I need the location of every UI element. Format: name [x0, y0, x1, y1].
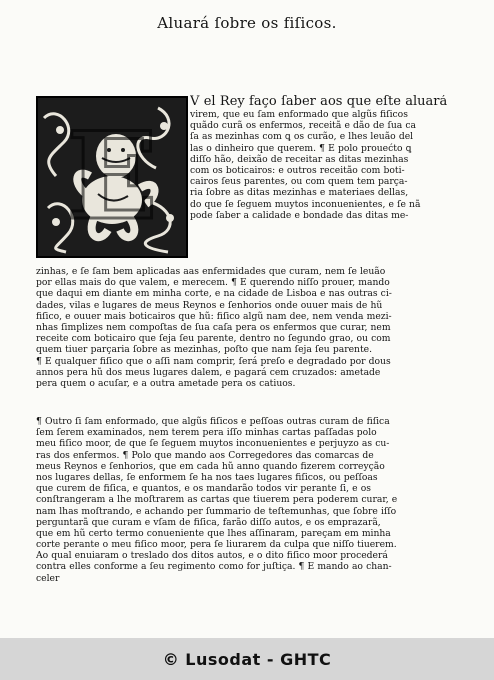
text-line: por ellas mais do que valem, e merecem. ¶ E querendo niſſo prouer, mando: [36, 277, 390, 289]
text-line: las o dinheiro que querem. ¶ E polo prouećto ꝗ: [190, 142, 412, 154]
text-line: perguntarã que curam e vſam de fiſica, farão diſſo autos, e os emprazarã,: [36, 516, 381, 528]
text-line: Ao qual enuiaram o treslado dos ditos autos, e o dito fiſico moor procederá: [36, 550, 388, 562]
text-line: nam lhas moſtrando, e achando per ſummario de teſtemunhas, que ſobre iſſo: [36, 505, 397, 517]
text-line: do que ſe ſeguem muytos inconuenientes, e ſe nã: [190, 198, 421, 210]
text-line: fiſico, e ouuer mais boticairos que hũ: fiſico algũ nam dee, nem venda mezi-: [36, 310, 392, 322]
copyright-footer: [0, 638, 494, 680]
paragraph-2: [36, 416, 460, 584]
text-line: nos lugares dellas, ſe enformem ſe ha nos taes lugares fiſicos, ou peſſoas: [36, 471, 378, 483]
text-line: meu fiſico moor, de que ſe ſeguem muytos inconuenientes e perjuyzo as cu-: [36, 438, 390, 450]
text-line: ras dos enfermos. ¶ Polo que mando aos Corregedores das comarcas de: [36, 449, 374, 461]
paragraph-1-top: [190, 95, 460, 221]
text-line: ¶ E qualquer fiſico que o aſſi nam comprir, ſerá preſo e degradado por dous: [36, 355, 391, 367]
decorated-initial: [36, 96, 188, 258]
text-line: ria ſobre as ditas mezinhas e materiaes dellas,: [190, 187, 409, 199]
text-line: conſtrangeram a lhe moſtrarem as cartas que tiuerem pera poderem curar, e: [36, 494, 398, 506]
text-line: corte perante o meu fiſico moor, pera ſe liurarem da culpa que niſſo tiuerem.: [36, 539, 397, 551]
text-line: receite com boticairo que ſeja ſeu parente, dentro no ſegundo grao, ou com: [36, 333, 391, 345]
ornament-illustration: [38, 98, 186, 256]
text-line: V el Rey faço ſaber aos que eſte aluará: [190, 95, 448, 109]
text-line: annos pera hũ dos meus lugares dalem, e pagará cem cruzados: ametade: [36, 366, 381, 378]
text-line: meus Reynos e ſenhorios, que em cada hũ anno quando fizerem correyção: [36, 460, 385, 472]
text-line: quem tiuer parçaria ſobre as mezinhas, poſto que nam ſeja ſeu parente.: [36, 344, 372, 356]
text-line: celer: [36, 572, 60, 584]
text-line: cairos ſeus parentes, ou com quem tem parça-: [190, 176, 408, 188]
text-line: dades, vilas e lugares de meus Reynos e ſenhorios onde ouuer mais de hũ: [36, 299, 383, 311]
text-line: ſa as mezinhas com ꝗ os curão, e lhes leuão del: [190, 131, 414, 143]
text-line: zinhas, e ſe ſam bem aplicadas aas enfermidades que curam, nem ſe leuão: [36, 266, 386, 277]
text-line: pode ſaber a calidade e bondade das ditas me-: [190, 209, 409, 221]
text-line: virem, que eu ſam enformado que algũs fiſicos: [190, 109, 408, 120]
copyright-text: © Lusodat - GHTC: [162, 649, 332, 669]
text-line: ſem ſerem examinados, nem terem pera iſſo minhas cartas paſſadas polo: [36, 427, 377, 439]
drop-cap-letter: E: [66, 106, 158, 247]
text-line: que curem de fiſica, e quantos, e os mandarão todos vir perante ſi, e os: [36, 483, 371, 495]
text-line: quãdo curã os enfermos, receitã e dão de ſua ca: [190, 120, 416, 132]
text-line: que em hũ certo termo conueniente que lhes aſſinaram, pareçam em minha: [36, 527, 391, 539]
text-line: nhas ſimplizes nem compoſtas de ſua caſa pera os enfermos que curar, nem: [36, 321, 391, 333]
text-line: que daqui em diante em minha corte, e na cidade de Lisboa e nas outras ci-: [36, 288, 392, 300]
document-title: Aluará ſobre os fiſicos.: [157, 14, 337, 32]
text-line: pera quem o acuſar, e a outra ametade pera os catiuos.: [36, 377, 296, 389]
text-line: contra elles conforme a ſeu regimento como for juſtiça. ¶ E mando ao chan-: [36, 561, 392, 573]
text-line: diſſo hão, deixão de receitar as ditas mezinhas: [190, 153, 409, 165]
text-line: ¶ Outro ſi ſam enformado, que algũs fiſicos e peſſoas outras curam de fiſica: [36, 416, 390, 427]
text-line: com os boticairos: e outros receitão com boti-: [190, 164, 405, 176]
paragraph-1-bottom: [36, 266, 460, 389]
